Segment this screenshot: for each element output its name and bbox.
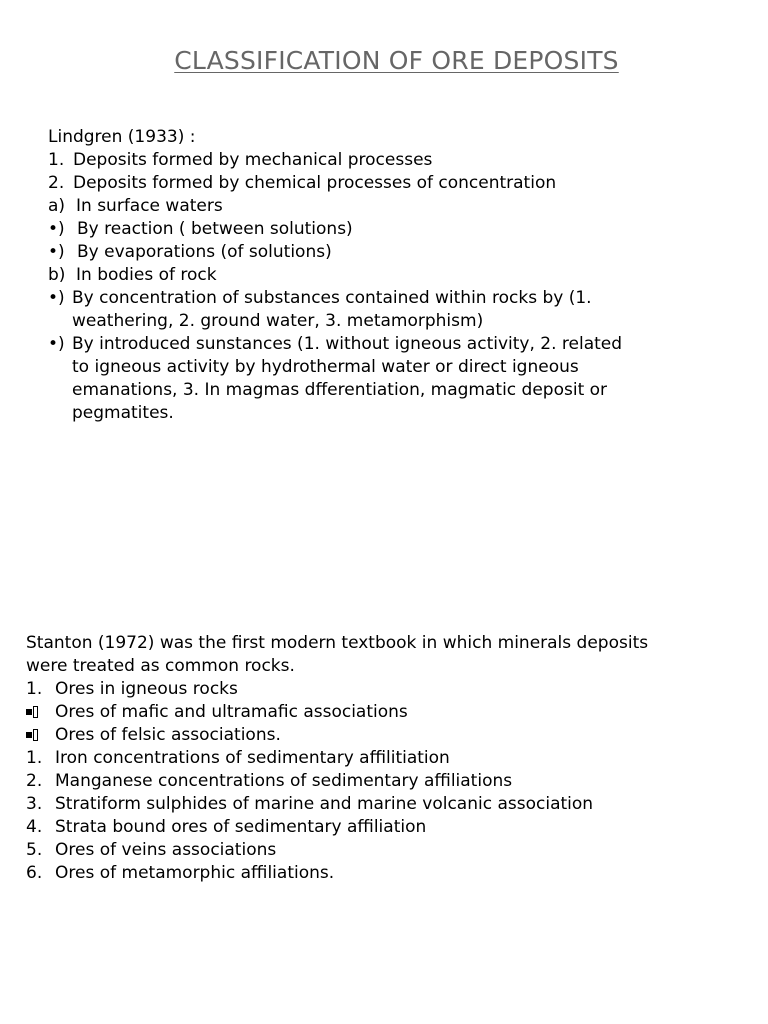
list-item-continuation — [48, 310, 748, 333]
list-item — [48, 149, 748, 172]
list-marker: 1. — [26, 748, 43, 768]
list-item-text: emanations, 3. In magmas dfferentiation, magmatic deposit or — [72, 380, 608, 400]
square-bullet-icon — [26, 724, 50, 747]
list-marker: 1. — [26, 679, 43, 699]
list-item-text: Ores of mafic and ultramafic associations — [55, 702, 408, 722]
list-item-text: By reaction ( between solutions) — [77, 219, 353, 239]
list-item-text: Ores in igneous rocks — [55, 679, 238, 699]
list-item-text: pegmatites. — [72, 403, 174, 423]
list-item — [48, 126, 748, 149]
paragraph-text: Stanton (1972) was the first modern textbook in which minerals deposits — [26, 633, 649, 653]
list-item — [26, 816, 756, 839]
list-item-text: In surface waters — [76, 196, 223, 216]
list-item — [26, 862, 756, 885]
list-item-text: Ores of metamorphic affiliations. — [55, 863, 335, 883]
list-item-continuation — [48, 379, 748, 402]
list-item-text: By introduced sunstances (1. without igneous activity, 2. related — [72, 334, 623, 354]
list-marker: •) — [48, 242, 65, 262]
list-marker: 1. — [48, 150, 65, 170]
list-marker: 2. — [26, 771, 43, 791]
list-item-text: In bodies of rock — [76, 265, 217, 285]
list-item — [48, 333, 748, 356]
list-item — [26, 839, 756, 862]
list-item-text: weathering, 2. ground water, 3. metamorphism) — [72, 311, 484, 331]
page-title: CLASSIFICATION OF ORE DEPOSITS — [174, 46, 619, 75]
list-item-text: Ores of felsic associations. — [55, 725, 281, 745]
list-item-text: Deposits formed by chemical processes of concentration — [73, 173, 557, 193]
list-item-text: Manganese concentrations of sedimentary affiliations — [55, 771, 513, 791]
list-item-continuation — [48, 402, 748, 425]
list-item — [48, 241, 748, 264]
list-item — [48, 218, 748, 241]
lindgren-section — [48, 126, 748, 425]
list-item — [26, 747, 756, 770]
stanton-intro-line — [26, 632, 756, 655]
list-item-text: Iron concentrations of sedimentary affilitiation — [55, 748, 450, 768]
list-item — [48, 287, 748, 310]
list-marker: a) — [48, 196, 66, 216]
list-item — [48, 172, 748, 195]
list-marker: 4. — [26, 817, 43, 837]
list-marker: b) — [48, 265, 66, 285]
list-item-text: Deposits formed by mechanical processes — [73, 150, 433, 170]
list-marker: 5. — [26, 840, 43, 860]
list-marker: •) — [48, 288, 65, 308]
list-item — [26, 793, 756, 816]
list-marker: 3. — [26, 794, 43, 814]
list-item — [26, 724, 756, 747]
paragraph-text: were treated as common rocks. — [26, 656, 295, 676]
list-item — [26, 678, 756, 701]
list-marker: •) — [48, 334, 65, 354]
square-bullet-icon — [26, 701, 50, 724]
list-item-text: By evaporations (of solutions) — [77, 242, 332, 262]
list-item — [26, 701, 756, 724]
list-item — [26, 770, 756, 793]
list-item-text: Strata bound ores of sedimentary affiliation — [55, 817, 427, 837]
list-item — [48, 195, 748, 218]
stanton-intro-line — [26, 655, 756, 678]
list-marker: 2. — [48, 173, 65, 193]
list-item-continuation — [48, 356, 748, 379]
lindgren-heading: Lindgren (1933) : — [48, 127, 196, 147]
list-marker: •) — [48, 219, 65, 239]
list-item-text: Stratiform sulphides of marine and marine volcanic association — [55, 794, 594, 814]
list-item — [48, 264, 748, 287]
list-item-text: By concentration of substances contained within rocks by (1. — [72, 288, 592, 308]
list-marker: 6. — [26, 863, 43, 883]
stanton-section — [26, 632, 756, 885]
list-item-text: Ores of veins associations — [55, 840, 277, 860]
list-item-text: to igneous activity by hydrothermal water or direct igneous — [72, 357, 579, 377]
